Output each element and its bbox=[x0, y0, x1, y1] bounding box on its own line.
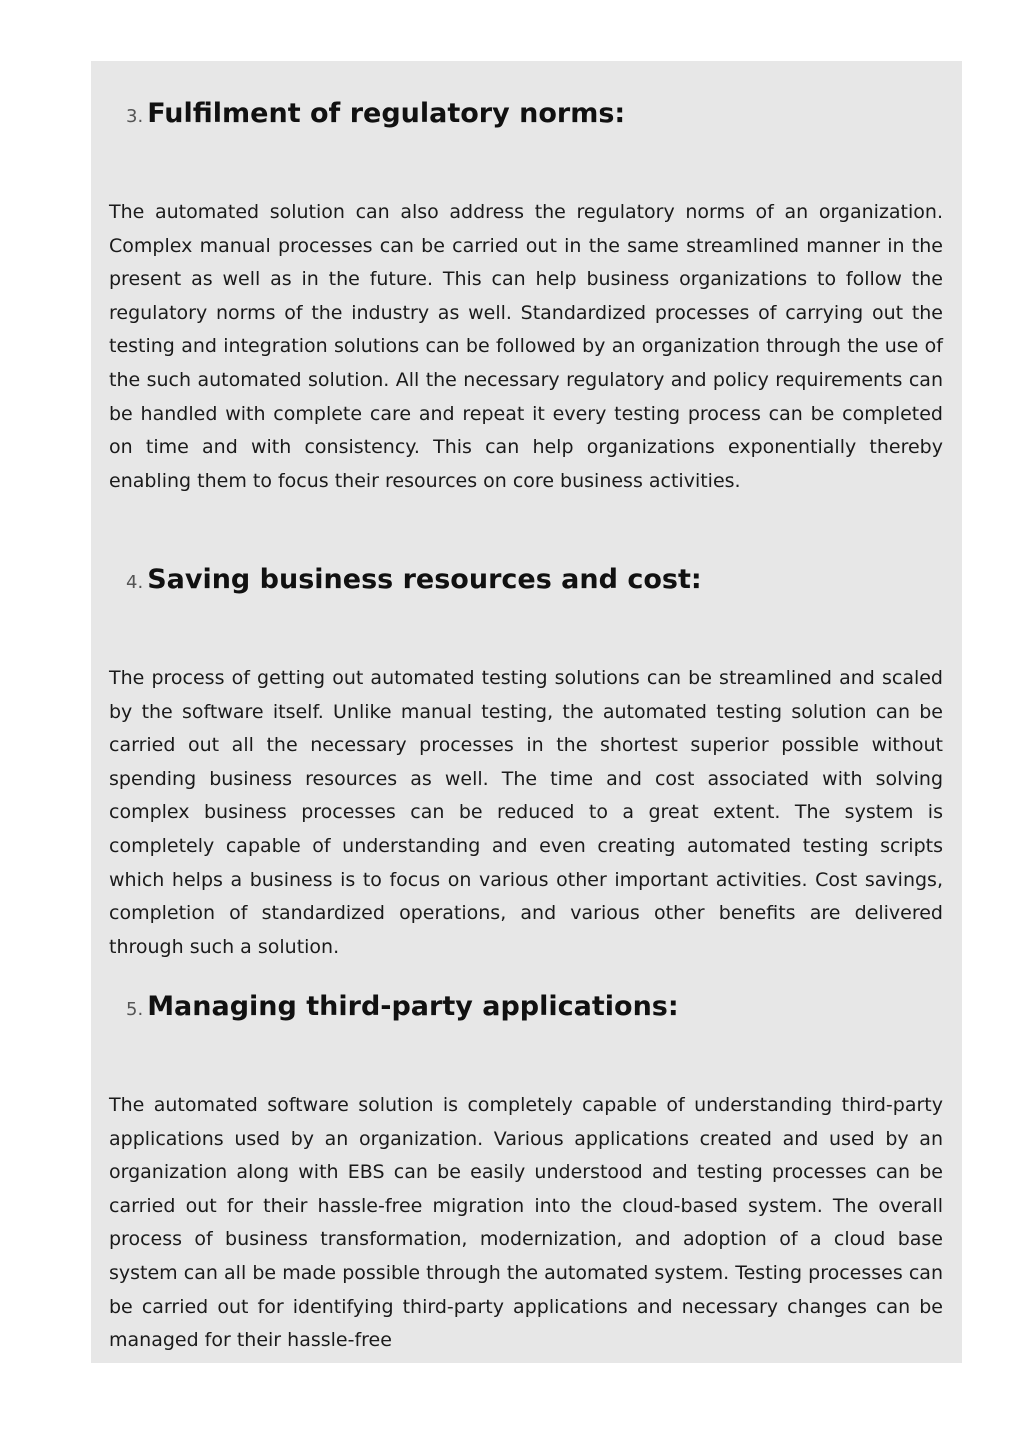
section-heading-saving-resources bbox=[126, 563, 702, 600]
section-number: 5. bbox=[126, 999, 144, 1020]
section-number: 4. bbox=[126, 572, 144, 593]
section-heading-third-party bbox=[126, 990, 679, 1027]
section-paragraph-saving-resources: The process of getting out automated testing solutions can be streamlined and scaled by the software itself. Unlike manual testing, the automated testing solution can be carried out all the necessary processes in the shortest superior possible without spending business resources as well. The time and cost associated with solving complex business processes can be reduced to a great extent. The system is completely capable of understanding and even creating automated testing scripts which helps a business is to focus on various other important activities. Cost savings, completion of standardized operations, and various other benefits are delivered through such a solution. bbox=[109, 667, 943, 958]
section-number: 3. bbox=[126, 106, 144, 127]
section-title: Saving business resources and cost: bbox=[147, 564, 702, 595]
section-title: Fulfilment of regulatory norms: bbox=[147, 98, 626, 129]
section-title: Managing third-party applications: bbox=[147, 991, 679, 1022]
section-heading-fulfilment bbox=[126, 97, 625, 134]
content-panel bbox=[91, 61, 962, 1363]
section-paragraph-third-party: The automated software solution is completely capable of understanding third-party applications used by an organization. Various applications created and used by an organization along with EBS can be easily understood and testing processes can be carried out for their hassle-free migration into the cloud-based system. The overall process of business transformation, modernization, and adoption of a cloud base system can all be made possible through the automated system. Testing processes can be carried out for identifying third-party applications and necessary changes can be managed for their hassle-free bbox=[109, 1094, 943, 1352]
section-paragraph-fulfilment: The automated solution can also address the regulatory norms of an organization. Complex manual processes can be carried out in the same streamlined manner in the present as well as in the future. This can help business organizations to follow the regulatory norms of the industry as well. Standardized processes of carrying out the testing and integration solutions can be followed by an organization through the use of the such automated solution. All the necessary regulatory and policy requirements can be handled with complete care and repeat it every testing process can be completed on time and with consistency. This can help organizations exponentially thereby enabling them to focus their resources on core business activities. bbox=[109, 201, 943, 492]
